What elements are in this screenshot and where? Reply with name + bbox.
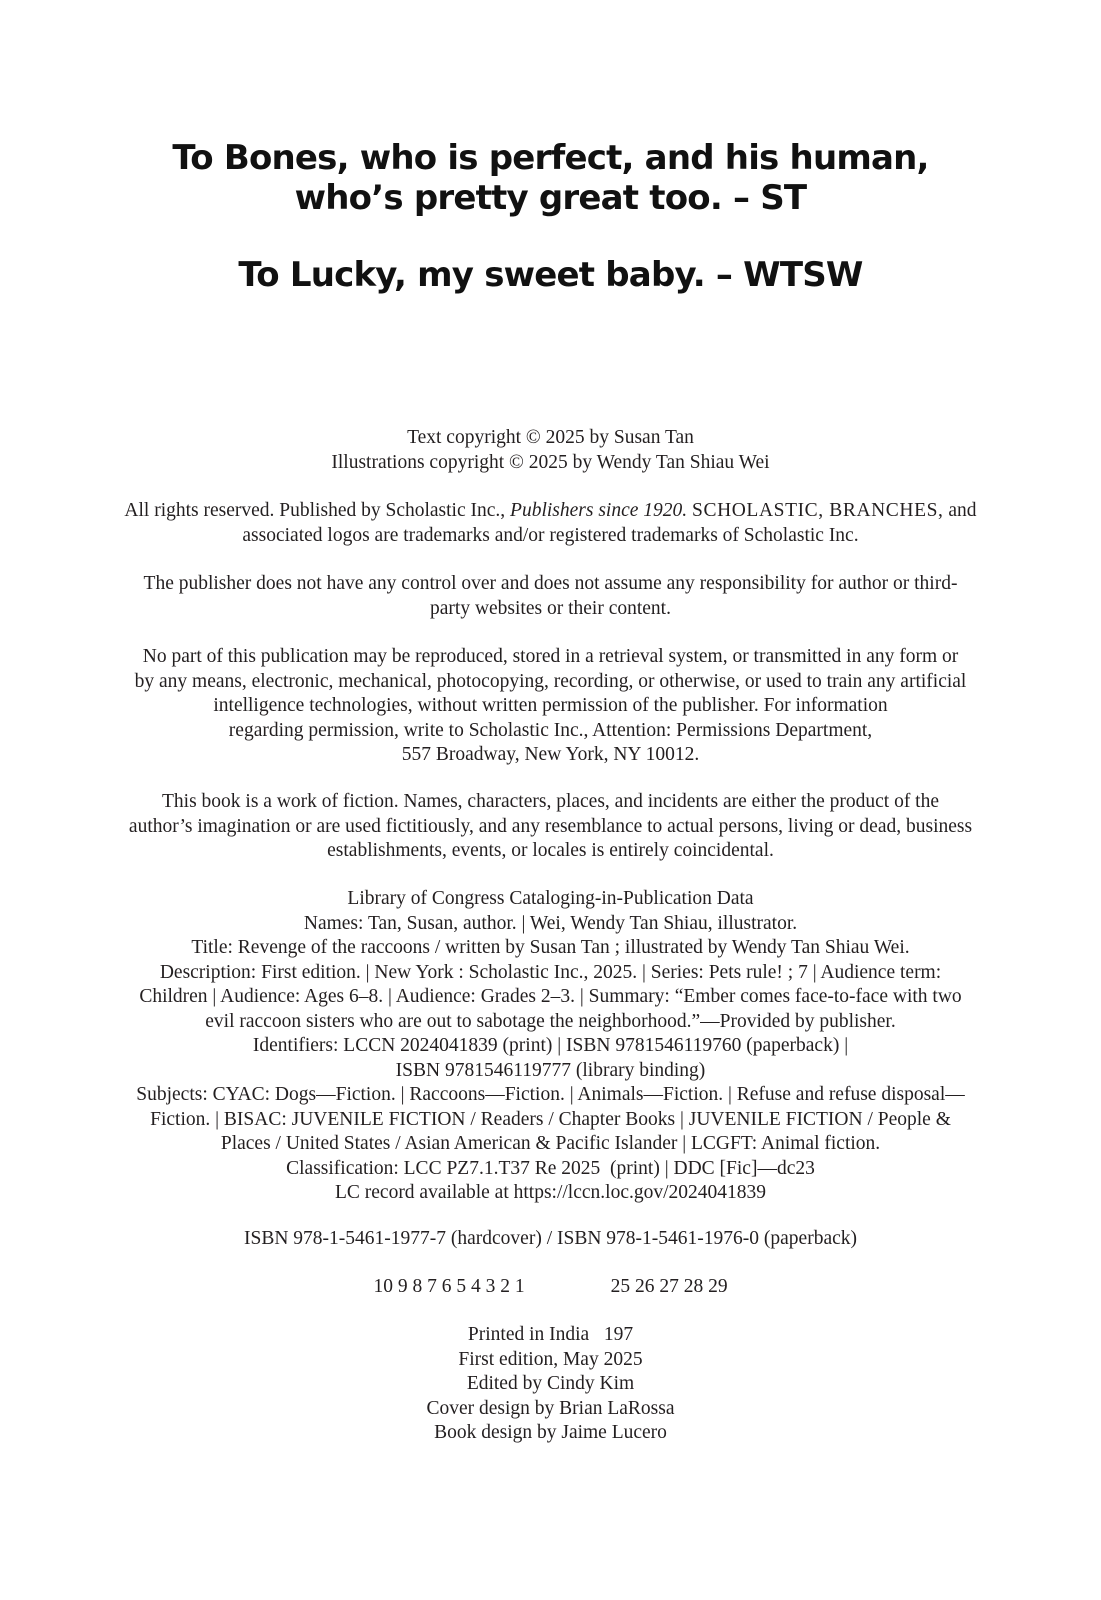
reproduction-line: by any means, electronic, mechanical, photocopying, recording, or otherwise, or used to train any artificial — [134, 670, 967, 692]
fiction-line: This book is a work of fiction. Names, characters, places, and incidents are either the product of the — [161, 791, 940, 812]
reproduction-line: 557 Broadway, New York, NY 10012. — [401, 744, 700, 765]
cip-line: Identifiers: LCCN 2024041839 (print) | ISBN 9781546119760 (paperback) | — [252, 1035, 849, 1056]
edition: First edition, May 2025 — [458, 1348, 643, 1370]
dedication-illustrator — [0, 255, 1101, 295]
cover-design-credit: Cover design by Brian LaRossa — [426, 1397, 675, 1419]
cip-line: Children | Audience: Ages 6–8. | Audience: Grades 2–3. | Summary: “Ember comes face-to-face with two — [139, 986, 962, 1007]
dedication-line: To Bones, who is perfect, and his human, — [172, 138, 929, 178]
cip-line: LC record available at https://lccn.loc.gov/2024041839 — [334, 1182, 767, 1203]
print-run-years: 25 26 27 28 29 — [610, 1276, 728, 1297]
cip-line: Subjects: CYAC: Dogs—Fiction. | Raccoons—Fiction. | Animals—Fiction. | Refuse and refuse disposal— — [136, 1084, 965, 1105]
rights-text-end: and — [948, 500, 977, 521]
rights-line — [80, 499, 1021, 524]
isbn-line: ISBN 978-1-5461-1977-7 (hardcover) / ISBN 978-1-5461-1976-0 (paperback) — [243, 1228, 857, 1249]
reproduction-block — [80, 645, 1021, 768]
cip-line: Description: First edition. | New York : Scholastic Inc., 2025. | Series: Pets rule! ; 7 | Audience term: — [159, 961, 942, 983]
copyright-block — [80, 426, 1021, 475]
cip-line: evil raccoon sisters who are out to sabotage the neighborhood.”—Provided by publisher. — [205, 1010, 896, 1032]
isbn-block — [80, 1227, 1021, 1252]
printing-line — [80, 1275, 1021, 1300]
printed-in: Printed in India 197 — [467, 1324, 634, 1345]
rights-block — [80, 499, 1021, 548]
dedication-line: To Lucky, my sweet baby. – WTSW — [238, 255, 863, 295]
publisher-note-block — [80, 572, 1021, 621]
fiction-line: establishments, events, or locales is entirely coincidental. — [327, 840, 774, 861]
book-design-credit: Book design by Jaime Lucero — [434, 1422, 667, 1443]
dedication-line: who’s pretty great too. – ST — [294, 178, 807, 218]
trademarks: SCHOLASTIC, BRANCHES, — [692, 500, 944, 521]
cip-line: Library of Congress Cataloging-in-Publication Data — [347, 888, 754, 909]
rights-line: associated logos are trademarks and/or registered trademarks of Scholastic Inc. — [242, 524, 859, 546]
reproduction-line: intelligence technologies, without written permission of the publisher. For information — [213, 695, 888, 716]
publisher-note-line: The publisher does not have any control over and does not assume any responsibility for author or third- — [143, 573, 958, 594]
illustrations-copyright: Illustrations copyright © 2025 by Wendy Tan Shiau Wei — [331, 451, 770, 473]
reproduction-line: regarding permission, write to Scholastic Inc., Attention: Permissions Department, — [228, 719, 873, 741]
dedication-author — [0, 138, 1101, 218]
cip-block — [80, 887, 1021, 1206]
publisher-note-line: party websites or their content. — [430, 597, 671, 619]
cip-line: ISBN 9781546119777 (library binding) — [395, 1059, 706, 1081]
cip-line: Places / United States / Asian American & Pacific Islander | LCGFT: Animal fiction. — [220, 1133, 881, 1154]
cip-line: Fiction. | BISAC: JUVENILE FICTION / Readers / Chapter Books | JUVENILE FICTION / People & — [150, 1108, 951, 1130]
fiction-line: author’s imagination or are used fictitiously, and any resemblance to actual persons, living or dead, business — [128, 815, 973, 837]
editor-credit: Edited by Cindy Kim — [466, 1373, 635, 1394]
fiction-block — [80, 790, 1021, 864]
publishers-since: Publishers since 1920. — [510, 500, 688, 521]
reproduction-line: No part of this publication may be reproduced, stored in a retrieval system, or transmitted in any form or — [142, 646, 959, 667]
text-copyright: Text copyright © 2025 by Susan Tan — [407, 427, 694, 448]
cip-line: Classification: LCC PZ7.1.T37 Re 2025 (print) | DDC [Fic]—dc23 — [286, 1157, 815, 1179]
rights-text: All rights reserved. Published by Scholastic Inc., — [124, 500, 506, 521]
cip-line: Names: Tan, Susan, author. | Wei, Wendy Tan Shiau, illustrator. — [303, 912, 798, 934]
print-run-numbers: 10 9 8 7 6 5 4 3 2 1 — [373, 1276, 525, 1297]
cip-line: Title: Revenge of the raccoons / written by Susan Tan ; illustrated by Wendy Tan Shiau Wei. — [191, 937, 910, 958]
credits-block — [80, 1323, 1021, 1446]
printing-line-block — [80, 1275, 1021, 1300]
